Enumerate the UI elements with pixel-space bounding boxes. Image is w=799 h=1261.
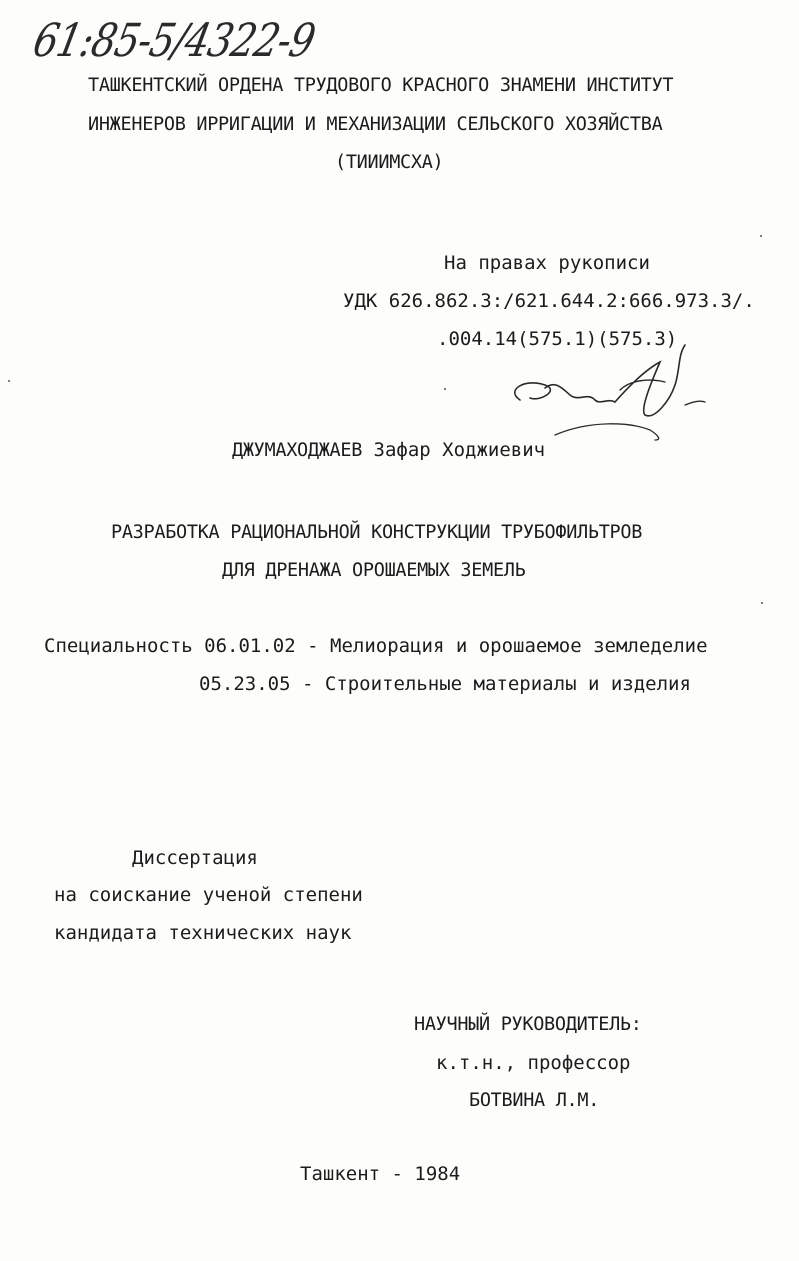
specialty-name-1: - Мелиорация и орошаемое земледелие <box>307 635 708 657</box>
paper-speck <box>444 388 446 390</box>
degree-line-3: кандидата технических наук <box>54 922 352 944</box>
udk-line-1: УДК 626.862.3:/621.644.2:666.973.3/. <box>343 290 755 312</box>
specialty-label: Специальность <box>44 635 193 657</box>
manuscript-rights: На правах рукописи <box>444 252 650 274</box>
specialty-line-2 <box>199 675 691 694</box>
author-surname: ДЖУМАХОДЖАЕВ <box>232 440 363 461</box>
paper-speck <box>760 235 762 237</box>
archive-code-handwritten: 61:85-5/4322-9 <box>28 14 320 67</box>
specialty-name-2: - Строительные материалы и изделия <box>301 673 691 695</box>
title-line-2: ДЛЯ ДРЕНАЖА ОРОШАЕМЫХ ЗЕМЕЛЬ <box>222 560 526 581</box>
author-given-name: Зафар Ходжиевич <box>373 439 546 461</box>
signature-mark <box>500 340 710 450</box>
title-line-1: РАЗРАБОТКА РАЦИОНАЛЬНОЙ КОНСТРУКЦИИ ТРУБОФИЛЬТРОВ <box>111 522 643 543</box>
institution-abbreviation: (ТИИИМСХА) <box>335 152 444 173</box>
udk-line-2: .004.14(575.1)(575.3) <box>437 328 678 350</box>
degree-line-1: Диссертация <box>132 847 258 869</box>
specialty-line-1 <box>44 637 708 656</box>
specialty-code-1: 06.01.02 <box>204 635 296 657</box>
paper-speck <box>8 380 10 382</box>
supervisor-rank: к.т.н., профессор <box>436 1052 631 1074</box>
author-name <box>232 441 545 461</box>
institution-line-1: ТАШКЕНТСКИЙ ОРДЕНА ТРУДОВОГО КРАСНОГО ЗНАМЕНИ ИНСТИТУТ <box>88 75 674 96</box>
supervisor-heading: НАУЧНЫЙ РУКОВОДИТЕЛЬ: <box>414 1014 642 1035</box>
degree-line-2: на соискание ученой степени <box>54 884 363 906</box>
supervisor-name: БОТВИНА Л.М. <box>469 1090 600 1111</box>
paper-speck <box>761 602 763 604</box>
institution-line-2: ИНЖЕНЕРОВ ИРРИГАЦИИ И МЕХАНИЗАЦИИ СЕЛЬСКОГО ХОЗЯЙСТВА <box>88 114 663 135</box>
specialty-code-2: 05.23.05 <box>199 673 291 695</box>
place-and-year: Ташкент - 1984 <box>300 1163 461 1185</box>
